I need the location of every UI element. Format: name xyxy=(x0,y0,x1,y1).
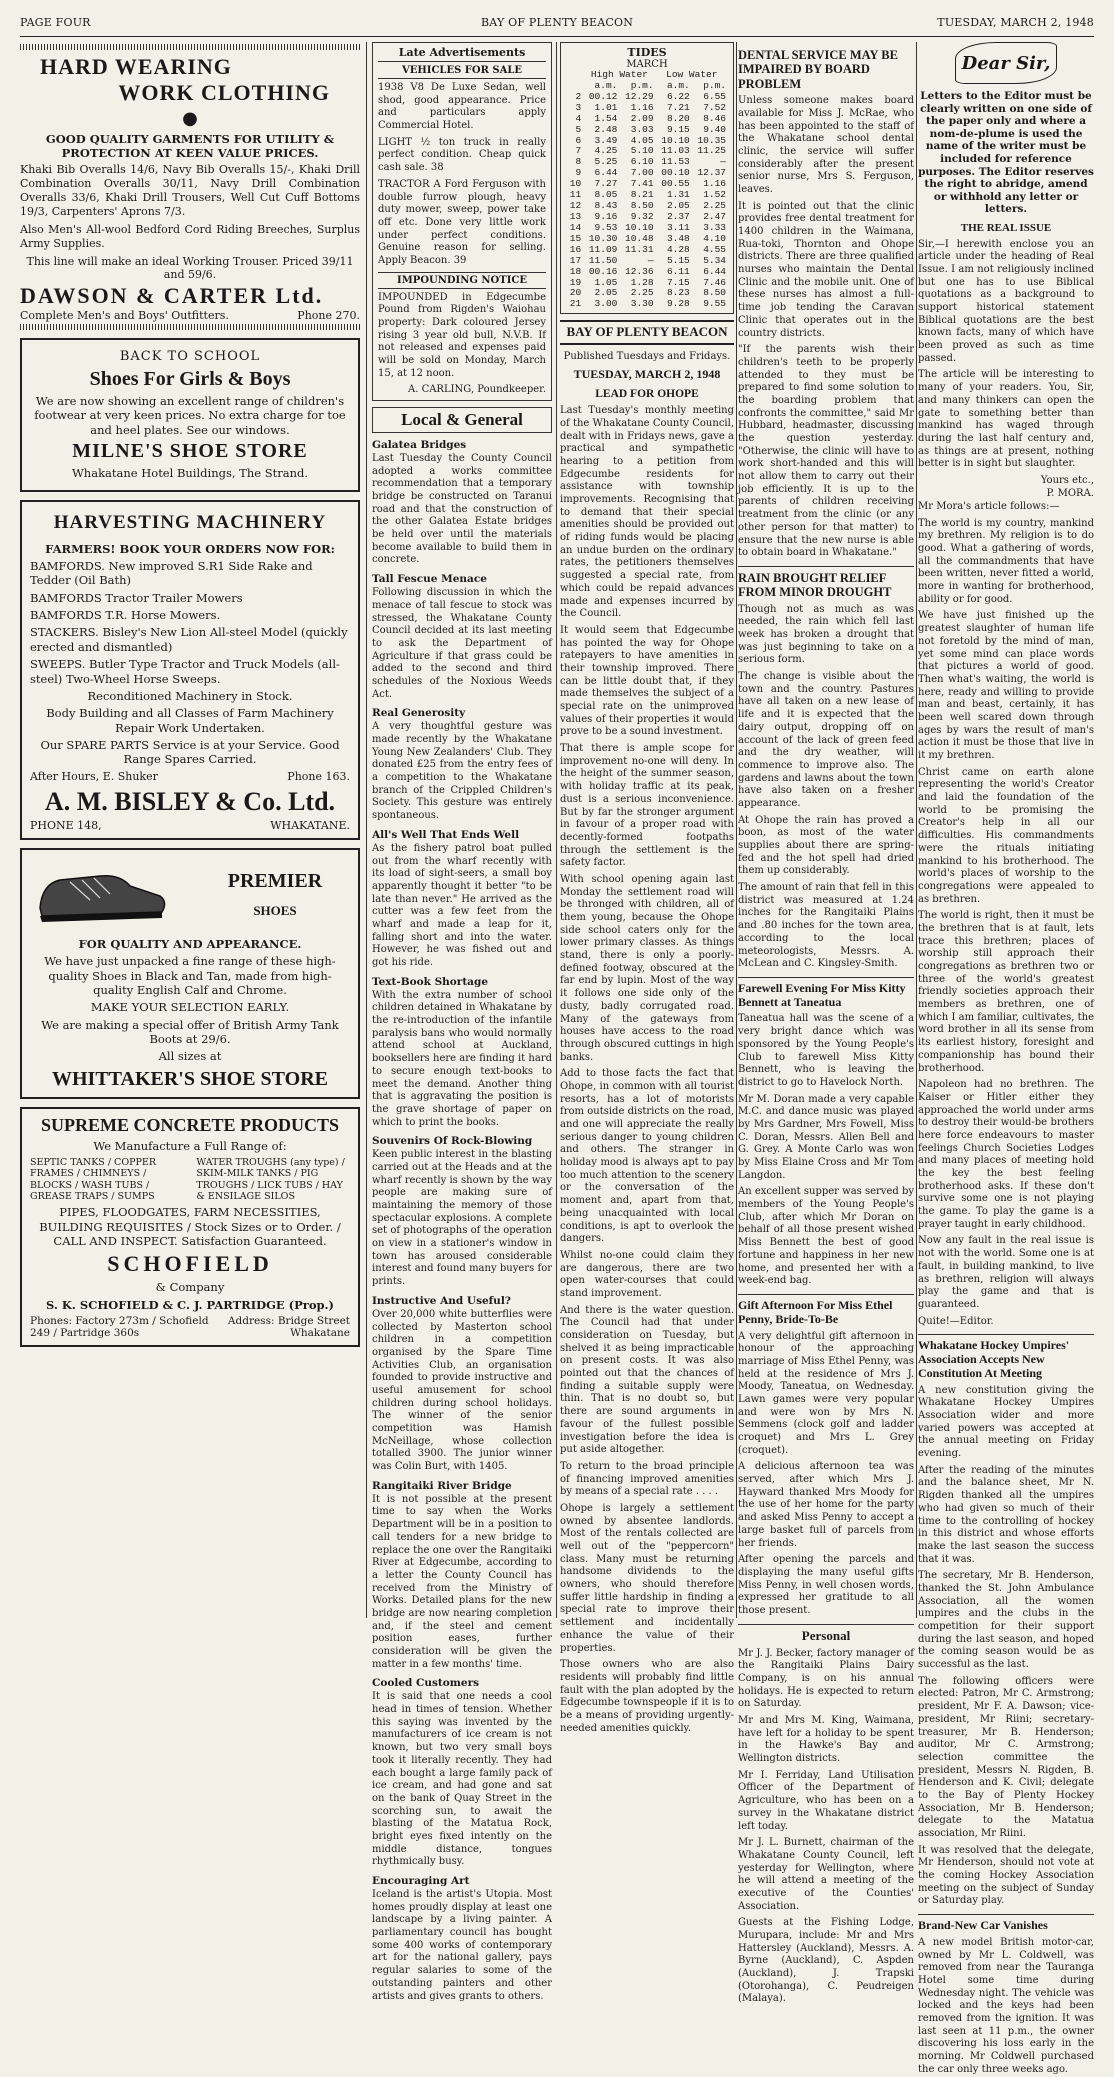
masthead xyxy=(20,16,1094,34)
tide-cell: 3.48 xyxy=(666,232,690,244)
tide-cell: 1.28 xyxy=(630,276,654,288)
ad-title: PREMIER xyxy=(227,870,323,893)
ad-line: SWEEPS. Butler Type Tractor and Truck Models (all-steel) Two-Wheel Horse Sweeps. xyxy=(30,657,340,686)
tide-cell: 4.25 xyxy=(594,145,618,157)
tide-cell: 7 xyxy=(575,145,582,157)
article-body: The secretary, Mr B. Henderson, thanked the St. John Ambulance Association, all the women umpires and the clubs in the competition for their support during the last season, and hoped the coming season would be as successful as the last. xyxy=(918,1570,1094,1671)
tide-cell: 9.55 xyxy=(703,298,726,310)
tide-cell: 17 xyxy=(569,254,582,266)
ad-phone: Phone 270. xyxy=(297,308,360,322)
letter-body: Mr Mora's article follows:— xyxy=(918,500,1060,512)
ad-body: We are making a special offer of British Army Tank Boots at 29/6. xyxy=(41,1017,339,1047)
editorial-body: Ohope is largely a settlement owned by absentee landlords. Most of the rentals collected are well out of the "peppercorn" class. Many must be returning handsome dividends to the owners, who should therefore suffer little hardship in finding a special rate to improve their settlement and incidentally enhance the value of their properties. xyxy=(560,1502,734,1654)
ad-body: We are now showing an excellent range of children's footwear at very keen prices. No extra charge for toe and heel plates. See our windows. xyxy=(34,394,346,437)
article-body: Last Tuesday the County Council adopted a works committee recommendation that a temporary bridge be constructed on Taranui road and that the construction of the other Galatea Estate bridges be held over until the materials become available to build them in concrete. xyxy=(372,452,552,566)
tide-cell: 1.01 xyxy=(594,101,618,113)
article-body: An excellent supper was served by members of the Young People's Club, after which Mr Doran on behalf of all those present wished Miss Bennett the best of good fortune and happiness in her new home, and presented her with a week-end bag. xyxy=(738,1186,914,1287)
article-body: A new constitution giving the Whakatane Hockey Umpires Association wider and more varied powers was accepted at the annual meeting on Friday evening. xyxy=(918,1384,1094,1460)
column-news xyxy=(738,42,914,2005)
whittaker-shoe-advert xyxy=(20,848,360,1099)
ad-title: HARVESTING MACHINERY xyxy=(53,511,327,533)
ad-line: Body Building and all Classes of Farm Machinery Repair Work Undertaken. xyxy=(46,706,334,735)
article-body: A delicious afternoon tea was served, after which Mrs J. Hayward thanked Mrs Moody for the use of her home for the party and asked Miss Penny to accept a large basket full of parcels from her friends. xyxy=(738,1461,914,1549)
tide-cell: 3 xyxy=(575,101,582,113)
article-body: Mr J. L. Burnett, chairman of the Whakatane County Council, left yesterday for Wellington, where he will attend a meeting of the executive of the Counties' Association. xyxy=(738,1837,914,1912)
tide-cell: 8.46 xyxy=(703,112,726,124)
tide-cell: 3.49 xyxy=(594,134,618,146)
classified-ad: 1938 V8 De Luxe Sedan, well shod, good appearance. Price and particulars apply Commercial Hotel. xyxy=(378,82,546,132)
tide-cell: 2.25 xyxy=(630,287,654,299)
tide-row xyxy=(566,256,728,267)
tide-cell: 2.09 xyxy=(630,112,654,124)
article-subhead: Instructive And Useful? xyxy=(372,1294,511,1307)
tide-cell: 8.50 xyxy=(703,287,726,299)
tide-cell: 1.16 xyxy=(703,178,726,190)
tide-cell: 6.55 xyxy=(703,90,726,102)
dawson-carter-advert xyxy=(20,44,360,330)
tide-cell: 7.27 xyxy=(594,178,618,190)
letters-notice: Letters to the Editor must be clearly written on one side of the paper only and where a nom-de-plume is used the name of the writer must be included for reference purposes. The Editor reserves the right to abridge, amend or withhold any letter or letters. xyxy=(918,90,1094,216)
ad-line: BAMFORDS T.R. Horse Mowers. xyxy=(30,608,221,623)
letter-signature: P. MORA. xyxy=(1046,487,1094,499)
article-body: Guests at the Fishing Lodge, Murupara, include: Mr and Mrs Hattersley (Auckland), Messrs. A. Byrne (Auckland), C. Aspden (Auckland), J. Trapski (Otorohanga), C. Peudreigen (Malaya). xyxy=(738,1917,914,2005)
article-body: Keen public interest in the blasting carried out at the Heads and at the wharf recently is shown by the way people are making sure of maintaining the memory of those spectacular explosions. A complete set of photographs of the operation on view in a stationer's window in town has aroused considerable interest and found many buyers for prints. xyxy=(372,1149,552,1288)
tide-cell: 9.32 xyxy=(630,210,654,222)
article-subhead: Encouraging Art xyxy=(372,1875,470,1888)
tide-cell: 8.21 xyxy=(630,189,654,201)
ad-line: BAMFORDS Tractor Trailer Mowers xyxy=(30,590,243,605)
column-rule xyxy=(916,42,917,1618)
tide-cell: 6.22 xyxy=(666,90,690,102)
ad-phone: Phone 163. xyxy=(287,769,350,783)
article-subhead: All's Well That Ends Well xyxy=(372,828,520,841)
ad-body: MAKE YOUR SELECTION EARLY. xyxy=(90,1000,290,1015)
tides-grid xyxy=(566,70,728,310)
ad-body: Khaki Bib Overalls 14/6, Navy Bib Overalls 15/-, Khaki Drill Combination Overalls 30/11, Navy Drill Combination Overalls 33/6, Khaki Drill Trousers, Well Cut Cuff Bottoms 19/3, Carpenters' Aprons 7/3. xyxy=(20,163,360,218)
product-lists xyxy=(30,1157,350,1203)
ad-intro: FARMERS! BOOK YOUR ORDERS NOW FOR: xyxy=(45,541,335,556)
editorial-paper-name: BAY OF PLENTY BEACON xyxy=(560,320,734,345)
bisley-logo: A. M. BISLEY & Co. Ltd. xyxy=(44,786,336,816)
tide-cell: 11.31 xyxy=(625,243,654,255)
tides-header: a.m. xyxy=(666,79,690,91)
tide-cell: 9.53 xyxy=(594,221,618,233)
tide-cell: 3.11 xyxy=(666,221,690,233)
article-body: Mr M. Doran made a very capable M.C. and dance music was played by Mrs Gardner, Mrs Fowell, Miss C. Doran, Messrs. Allen Bell and G. Grey. A Monte Carlo was won by Miss Elaine Cross and Mr Tom Langdon. xyxy=(738,1093,914,1181)
tide-cell: 2.47 xyxy=(703,210,726,222)
tide-cell: 15 xyxy=(569,232,582,244)
tide-cell: 00.55 xyxy=(661,178,690,190)
article-subhead: Cooled Customers xyxy=(372,1677,480,1690)
classified-ad: LIGHT ½ ton truck in really perfect condition. Cheap quick cash sale. 38 xyxy=(378,136,546,174)
editorial-date: TUESDAY, MARCH 2, 1948 xyxy=(573,367,721,382)
ad-contact xyxy=(30,770,350,783)
editorial-body: Add to those facts the fact that Ohope, in common with all tourist resorts, has a lot of motorists from outside districts on the road, and one will appreciate the really serious danger to young children and others. The stranger in holiday mood is always apt to pay too much attention to the scenery or the conversation of the moment and, apart from that, being unacquainted with local conditions, is apt to overlook the dangers. xyxy=(560,1068,734,1245)
letter-body: Christ came on earth alone representing the world's Creator and laid the foundation of the world to be promising the Creator's help in all our difficulties. His commandments were the rituals initiating mankind to his brotherhood. The world's places of worship to the congregations were appealed to as brethren. xyxy=(918,766,1094,905)
article-body: Mr I. Ferriday, Land Utilisation Officer of the Department of Agriculture, who has been on a survey in the Whakatane district left today. xyxy=(738,1769,914,1832)
section-subheading: VEHICLES FOR SALE xyxy=(378,65,546,79)
ad-tagline: GOOD QUALITY GARMENTS FOR UTILITY & PROTECTION AT KEEN VALUE PRICES. xyxy=(45,132,335,160)
column-letters xyxy=(918,42,1094,2075)
tide-cell: 14 xyxy=(569,221,582,233)
tide-cell: 4.55 xyxy=(703,243,726,255)
tides-table xyxy=(560,42,734,314)
tide-cell: 9 xyxy=(575,167,582,179)
tide-cell: 4.28 xyxy=(666,243,690,255)
article-subhead: Rangitaiki River Bridge xyxy=(372,1479,512,1492)
tide-cell: 4 xyxy=(575,112,582,124)
ad-footer xyxy=(20,309,360,322)
column-editorial xyxy=(560,42,734,1734)
editorial-body: With school opening again last Monday the settlement road will be thronged with children, all of them young, because the Ohope side school caters only for the lower primary classes. As things stand, there is only a poorly-defined footway, obscured at the far end by lupin. Most of the way it follows one side only of the dusty, badly corrugated road. Many of the gateways from houses have access to the road through obscured cuttings in high banks. xyxy=(560,873,734,1063)
tide-cell: 2.37 xyxy=(666,210,690,222)
letter-body: The world is my country, mankind my brethren. My religion is to do good. What a gathering of words, all the commandments that have been written, never fitted a world, more in wanting for brotherhood, ability or for good. xyxy=(918,517,1094,605)
article-body: It is not possible at the present time to say when the Works Department will be in a position to call tenders for a new bridge to replace the one over the Rangitaiki River at Edgecumbe, according to a letter the County Council has received from the Ministry of Works. Detailed plans for the new bridge are now nearing completion and, if the steel and cement position eases, further consideration will be given the matter in a few months' time. xyxy=(372,1493,552,1670)
article-body: As the fishery patrol boat pulled out from the wharf recently with its load of sight-seers, a small boy apparently thought it better "to be late than never." He arrived as the cutter was a few feet from the wharf and made a leap for it, falling short and into the water. However, he was fished out and got his ride. xyxy=(372,842,552,969)
tide-cell: 8.23 xyxy=(666,287,690,299)
dear-sir-logo: Dear Sir, xyxy=(955,42,1057,84)
article-body: "If the parents wish their children's teeth to be properly attended to they must be prepared to find some solution to the boarding problem that confronts the committee," said Mr Hubbard, headmaster, discussing the question yesterday. "Otherwise, the clinic will have to work short-handed and this will not allow them to carry out their job efficiently. It is up to the parents of children receiving treatment from the clinic (or any other person for that matter) to ensure that the new nurse is able to obtain board in Whakatane." xyxy=(738,344,914,559)
article-subhead: Souvenirs Of Rock-Blowing xyxy=(372,1135,533,1148)
ad-tagline: FOR QUALITY AND APPEARANCE. xyxy=(78,936,302,951)
article-body: After the reading of the minutes and the balance sheet, Mr N. Rigden thanked all the umpires who had given so much of their time to the controlling of hockey in this district and whose efforts make the last season the success that it was. xyxy=(918,1464,1094,1565)
tide-cell: 18 xyxy=(569,265,582,277)
tide-cell: 10.48 xyxy=(625,232,654,244)
tide-cell: 8.05 xyxy=(594,189,618,201)
article-body: It is said that one needs a cool head in times of tension. Whether this saying was invented by the manufacturers of ice cream is not known, but two very small boys took it literally recently. They had each bought a large family pack of ice cream, and had gone and sat on the bank of Quay Street in the scorching sun, to await the blasting of the Matatua Rock, bright eyes fixed intently on the middle distance, tongues rhythmically busy. xyxy=(372,1691,552,1868)
tide-cell: 00.12 xyxy=(588,90,618,102)
bisley-advert xyxy=(20,500,360,840)
letter-body: We have just finished up the greatest slaughter of human life not foretold by the mind of man, yet some mind can place words that pictures a world of good. Then what's waiting, the world is here, ready and willing to provide man and beast, certainly, it has been well scared down through ages by wars the result of man's action it must be those that live in it my brethren. xyxy=(918,610,1094,762)
editorial-body: And there is the water question. The Council had that under consideration on Tuesday, but shelved it as being impracticable on present costs. It was also pointed out that the chances of finding a suitable supply were thin. That is no doubt so, but there are sound arguments in favour of the fullest possible investigation before the idea is put aside altogether. xyxy=(560,1304,734,1456)
tide-cell: 16 xyxy=(569,243,582,255)
tide-cell: 11.09 xyxy=(588,243,618,255)
ad-line: BAMFORDS. New improved S.R1 Side Rake and Tedder (Oil Bath) xyxy=(30,558,313,588)
article-body: Over 20,000 white butterflies were collected by Masterton school children in a competition organised by the Spare Time Activities Club, an organisation founded to provide instructive and useful amusement for school children during school holidays. The winner of the senior competition was Hamish McNeillage, whose collection totalled 3900. The junior winner was Colin Burt, with 1405. xyxy=(372,1308,552,1473)
tide-cell: 10.30 xyxy=(588,232,618,244)
tide-cell: 9.16 xyxy=(594,210,618,222)
article-body: The following officers were elected: Patron, Mr C. Armstrong; president, Mr F. A. Dawson; vice-president, Mr Riini; secretary-treasurer, Mr B. Henderson; auditor, Mr C. Armstrong; selection committee the president, Messrs N. Rigden, B. Henderson and K. Civil; delegate to the Bay of Plenty Hockey Association, Mr B. Henderson; delegate to the Matatua association, Mr Riini. xyxy=(918,1675,1094,1840)
article-body: Mr J. J. Becker, factory manager of the Rangitaiki Plains Dairy Company, is on his annual holidays. He is expected to return on Saturday. xyxy=(738,1647,914,1710)
product-list: SEPTIC TANKS / COPPER FRAMES / CHIMNEYS / BLOCKS / WASH TUBS / GREASE TRAPS / SUMPS xyxy=(30,1156,156,1202)
ad-body: We have just unpacked a fine range of these high-quality Shoes in Black and Tan, made from high-quality English Calf and Chrome. xyxy=(44,954,336,997)
article-headline: Whakatane Hockey Umpires' Association Accepts New Constitution At Meeting xyxy=(918,1334,1094,1380)
letter-heading: THE REAL ISSUE xyxy=(960,221,1052,234)
ad-proprietors: S. K. SCHOFIELD & C. J. PARTRIDGE (Prop.) xyxy=(46,1297,334,1312)
product-list: WATER TROUGHS (any type) / SKIM-MILK TANKS / PIG TROUGHS / LICK TUBS / HAY & ENSILAGE SILOS xyxy=(196,1156,345,1202)
tide-cell: 2.25 xyxy=(703,200,726,212)
editorial-body: To return to the broad principle of financing improved amenities by means of a special rate . . . . xyxy=(560,1460,734,1498)
article-body: It was resolved that the delegate, Mr Henderson, should not vote at the coming Hockey Association meeting on the subject of Sunday or Saturday play. xyxy=(918,1844,1094,1907)
tide-cell: 6.44 xyxy=(703,265,726,277)
product-list: PIPES, FLOODGATES, FARM NECESSITIES, BUILDING REQUISITES / Stock Sizes or to Order. / CALL AND INSPECT. Satisfaction Guaranteed. xyxy=(39,1205,341,1249)
editor-reply: Quite!—Editor. xyxy=(918,1315,994,1327)
tide-cell: 5.25 xyxy=(594,156,618,168)
editorial-body: Whilst no-one could claim they are dangerous, there are two open water-courses that could stand improvement. xyxy=(560,1249,734,1299)
tide-row xyxy=(566,125,728,136)
tide-cell: 6.11 xyxy=(666,265,690,277)
letter-body: Now any fault in the real issue is not with the world. Some one is at fault, in building mankind, to live as brethren, religion will always play the game and that is guaranteed. xyxy=(918,1235,1094,1310)
ad-address: Address: Bridge Street Whakatane xyxy=(227,1315,350,1340)
ad-phone: PHONE 148, xyxy=(30,818,102,832)
tide-cell: 6 xyxy=(575,134,582,146)
article-subhead: Text-Book Shortage xyxy=(372,975,488,988)
signature: A. CARLING, Poundkeeper. xyxy=(407,384,546,396)
ad-title: SUPREME CONCRETE PRODUCTS xyxy=(40,1114,340,1135)
ad-line: Reconditioned Machinery in Stock. xyxy=(87,688,293,703)
section-heading: Local & General xyxy=(372,407,552,433)
article-headline: DENTAL SERVICE MAY BE IMPAIRED BY BOARD PROBLEM xyxy=(738,48,898,91)
article-headline: Gift Afternoon For Miss Ethel Penny, Bride-To-Be xyxy=(738,1294,914,1327)
masthead-rule xyxy=(20,36,1094,37)
article-subhead: Tall Fescue Menace xyxy=(372,573,487,586)
tides-rows xyxy=(566,92,728,310)
article-body: Following discussion in which the menace of tall fescue to stock was stressed, the Whakatane County Council decided at its last meeting to ask the Department of Agriculture if that grass could be added to the second and third schedules of the Noxious Weeds Act. xyxy=(372,587,552,700)
ad-title: HARD WEARING xyxy=(40,54,232,79)
ad-footer-text: Complete Men's and Boys' Outfitters. xyxy=(20,308,229,322)
ad-title: WORK CLOTHING xyxy=(118,80,330,105)
ad-line: STACKERS. Bisley's New Lion All-steel Model (quickly erected and dismantled) xyxy=(30,625,348,654)
tide-cell: 3.03 xyxy=(630,123,654,135)
editorial-headline: LEAD FOR OHOPE xyxy=(595,388,699,401)
article-body: At Ohope the rain has proved a boon, as most of the water supplies about there are spring-fed and the hot spell had dried them up considerably. xyxy=(738,814,914,877)
section-heading: Personal xyxy=(738,1624,914,1644)
article-body: A new model British motor-car, owned by Mr L. Coldwell, was removed from near the Tauranga Hotel some time during Wednesday night. The vehicle was locked and the keys had been removed from the ignition. It was last seen at 11 p.m., the owner discovering his loss early in the morning. Mr Coldwell purchased the car only three weeks ago. xyxy=(918,1936,1094,2075)
tides-title: TIDES xyxy=(627,46,667,59)
tide-cell: 6.44 xyxy=(594,167,618,179)
tide-cell: 20 xyxy=(569,287,582,299)
tide-row xyxy=(566,267,728,278)
ad-body: Also Men's All-wool Bedford Cord Riding Breeches, Surplus Army Supplies. xyxy=(20,222,360,250)
article-body: Unless someone makes board available for Miss J. McRae, who has been appointed to the staff of the Whakatane school dental clinic, the service will suffer considerably after the present senior nurse, Mrs S. Ferguson, leaves. xyxy=(738,95,914,195)
publication-schedule: Published Tuesdays and Fridays. xyxy=(563,351,731,363)
tide-cell: 7.21 xyxy=(666,101,690,113)
tides-header: p.m. xyxy=(703,79,726,91)
tide-cell: 2.48 xyxy=(594,123,618,135)
tide-cell: 6.10 xyxy=(630,156,654,168)
column-rule xyxy=(366,42,367,1618)
column-rule xyxy=(556,42,557,1618)
section-heading: Late Advertisements xyxy=(378,46,546,62)
tide-cell: 10.35 xyxy=(697,134,726,146)
tide-cell: 10 xyxy=(569,178,582,190)
tides-header: p.m. xyxy=(630,79,654,91)
hatch-border xyxy=(20,324,360,330)
tide-cell: 7.52 xyxy=(703,101,726,113)
tide-cell: 5 xyxy=(575,123,582,135)
paper-name: BAY OF PLENTY BEACON xyxy=(480,16,634,29)
editorial-body: That there is ample scope for improvement no-one will deny. In the height of the summer season, with holiday traffic at its peak, dust is a serious inconvenience. But by far the stronger argument in favour of a proper road with decently-formed footpaths through the settlement is the safety factor. xyxy=(560,743,734,869)
tide-cell: 12.36 xyxy=(625,265,654,277)
tide-cell: — xyxy=(647,254,654,266)
tide-cell: 7.15 xyxy=(666,276,690,288)
milnes-shoe-advert xyxy=(20,338,360,492)
tide-cell: 00.10 xyxy=(661,167,690,179)
article-body: Mr and Mrs M. King, Waimana, have left for a holiday to be spent in the Hawke's Bay and Wellington districts. xyxy=(738,1715,914,1765)
tide-cell: 2 xyxy=(575,90,582,102)
article-subhead: Real Generosity xyxy=(372,707,466,720)
schofield-advert xyxy=(20,1107,360,1347)
tide-cell: 9.28 xyxy=(666,298,690,310)
ad-title: Shoes For Girls & Boys xyxy=(89,368,291,391)
article-body: Though not as much as was needed, the rain which fell last week has broken a drought that was just beginning to take on a serious form. xyxy=(738,603,914,666)
tide-cell: 5.34 xyxy=(703,254,726,266)
tide-row xyxy=(566,299,728,310)
tide-cell: 11.03 xyxy=(661,145,690,157)
tide-cell: 2.05 xyxy=(666,200,690,212)
tide-cell: — xyxy=(720,156,726,168)
tide-cell: 3.00 xyxy=(594,298,618,310)
classified-ad: TRACTOR A Ford Ferguson with double furrow plough, heavy duty mower, sweep, power take off etc. Done very little work under perfect conditions. Genuine reason for selling. Apply Beacon. 39 xyxy=(378,178,546,266)
tide-cell: 5.10 xyxy=(630,145,654,157)
after-hours: After Hours, E. Shuker xyxy=(30,769,158,783)
ad-range: We Manufacture a Full Range of: xyxy=(93,1139,287,1154)
article-body: The amount of rain that fell in this district was measured at 1.24 inches for the Rangitaiki Plains and .80 inches for the town area, according to the local meteorologists, Messrs. A. McLean and C. Kingsley-Smith. xyxy=(738,882,914,970)
article-subhead: Galatea Bridges xyxy=(372,438,467,451)
tide-cell: 4.05 xyxy=(630,134,654,146)
schofield-logo: SCHOFIELD xyxy=(107,1251,273,1277)
shoe-illustration-icon xyxy=(30,860,170,930)
tide-cell: 7.00 xyxy=(630,167,654,179)
whittaker-logo: WHITTAKER'S SHOE STORE xyxy=(51,1067,328,1090)
tide-cell: 19 xyxy=(569,276,582,288)
article-headline: RAIN BROUGHT RELIEF FROM MINOR DROUGHT xyxy=(738,566,914,600)
tide-cell: 12 xyxy=(569,200,582,212)
tide-cell: 13 xyxy=(569,210,582,222)
milnes-logo: MILNE'S SHOE STORE xyxy=(72,440,308,463)
article-body: It is pointed out that the clinic provides free dental treatment for 1400 children in the Waimana, Rua-toki, Thornton and Ohope districts. There are three qualified nurses who maintain the Dental Clinic and the mobile unit. One of these nurses has almost a full-time job tending the Caravan Clinic that operates out in the country districts. xyxy=(738,200,914,339)
tide-cell: 1.16 xyxy=(630,101,654,113)
article-body: Taneatua hall was the scene of a very bright dance which was sponsored by the Young People's Club to farewell Miss Kitty Bennett, who is leaving the district to go to Havelock North. xyxy=(738,1013,914,1088)
ad-company: & Company xyxy=(155,1280,225,1295)
late-advertisements xyxy=(372,42,552,401)
article-body: With the extra number of school children detained in Whakatane by the re-introduction of the infantile paralysis bans who would normally attend school at Auckland, booksellers here are finding it hard to secure enough text-books to meet the demand. Another thing that is aggravating the position is the grave shortage of paper on which to print the books. xyxy=(372,989,552,1128)
tide-cell: 11 xyxy=(569,189,582,201)
letter-signoff: Yours etc., xyxy=(1040,474,1094,486)
ad-body: This line will make an ideal Working Trouser. Priced 39/11 and 59/6. xyxy=(26,254,354,281)
letter-body: The article will be interesting to many of your readers. You, Sir, and many thinkers can open the gate to something better than mankind has waged through during the last half century and, as things are at present, nothing better is in sight but slaughter. xyxy=(918,369,1094,470)
article-body: After opening the parcels and displaying the many useful gifts Miss Penny, in well chosen words, expressed her gratitude to all those present. xyxy=(738,1554,914,1616)
tide-cell: 1.05 xyxy=(594,276,618,288)
tide-cell: 8.50 xyxy=(630,200,654,212)
tide-cell: 9.40 xyxy=(703,123,726,135)
tide-cell: 8.20 xyxy=(666,112,690,124)
column-rule xyxy=(736,42,737,1618)
tide-cell: 5.15 xyxy=(666,254,690,266)
page-number: PAGE FOUR xyxy=(20,16,91,29)
tide-cell: 21 xyxy=(569,298,582,310)
column-local-general xyxy=(372,42,552,2002)
button-icon: ● xyxy=(182,108,198,129)
letter-body: Sir,—I herewith enclose you an article under the heading of Real Issue. I am not religiously inclined but one has to use Biblical quotations as a background to support historical statement Biblical quotations are the best known facts, many of which have been proved as such as time passed. xyxy=(918,238,1094,364)
article-headline: Farewell Evening For Miss Kitty Bennett at Taneatua xyxy=(738,977,914,1010)
tides-header: a.m. xyxy=(594,79,618,91)
tide-cell: 8 xyxy=(575,156,582,168)
tide-cell: 8.43 xyxy=(594,200,618,212)
editorial-body: It would seem that Edgecumbe has pointed the way for Ohope ratepayers to have amenities in their township improved. There can be little doubt that, if they made themselves the subject of a special rate on the unimproved values of their properties it would prove to be a sound investment. xyxy=(560,624,734,738)
tide-cell: 3.33 xyxy=(703,221,726,233)
tide-cell: 9.15 xyxy=(666,123,690,135)
article-body: A very delightful gift afternoon in honour of the approaching marriage of Miss Ethel Penny, was held at the residence of Mrs J. Moody, Taneatua, on Wednesday. Lawn games were very popular and were won by Mrs N. Semmens (clock golf and ladder croquet) and Mrs L. Grey (croquet). xyxy=(738,1330,914,1456)
advert-column xyxy=(20,42,360,1618)
tides-header: High Water xyxy=(590,69,648,80)
ad-address: Whakatane Hotel Buildings, The Strand. xyxy=(71,466,308,481)
tides-month: MARCH xyxy=(626,59,668,70)
tide-cell: 3.30 xyxy=(630,298,654,310)
ad-footer xyxy=(30,819,350,832)
article-headline: Brand-New Car Vanishes xyxy=(918,1914,1094,1933)
issue-date: TUESDAY, MARCH 2, 1948 xyxy=(937,16,1094,29)
hatch-border xyxy=(20,44,360,50)
tide-cell: 11.53 xyxy=(661,156,690,168)
editorial-body: Those owners who are also residents will probably find little fault with the plan adopted by the Edgecumbe townspeople if it is to be a means of providing urgently-needed amenities quickly. xyxy=(560,1659,734,1734)
ad-town: WHAKATANE. xyxy=(270,818,350,832)
article-body: Iceland is the artist's Utopia. Most homes proudly display at least one landscape by a living painter. A parliamentary council has bought some 400 works of contemporary art for the national gallery, pays regular salaries to some of the outstanding painters and other artists and gives grants to others. xyxy=(372,1889,552,2002)
article-body: The change is visible about the town and the country. Pastures have all taken on a new lease of life and it is expected that the dairy output, dropping off on account of the lack of green feed and the dry weather, will commence to improve also. The gardens and lawns about the town have also taken on a fresher appearance. xyxy=(738,671,914,809)
tide-cell: 4.10 xyxy=(703,232,726,244)
ad-kicker: BACK TO SCHOOL xyxy=(119,348,261,364)
tide-cell: 2.05 xyxy=(594,287,618,299)
dawson-carter-logo: DAWSON & CARTER Ltd. xyxy=(20,282,324,308)
tide-row xyxy=(566,114,728,125)
ad-subtitle: SHOES xyxy=(253,903,297,919)
article-body: A very thoughtful gesture was made recently by the Whakatane Young New Zealanders' Club. They donated £25 from the entry fees of a competition to the Whakatane branch of the Crippled Children's Society. This gesture was entirely spontaneous. xyxy=(372,721,552,822)
ad-body: All sizes at xyxy=(158,1049,222,1064)
tide-cell: 1.54 xyxy=(594,112,618,124)
tide-cell: 10.10 xyxy=(661,134,690,146)
ad-line: Our SPARE PARTS Service is at your Service. Good Range Spares Carried. xyxy=(40,738,340,767)
tide-cell: 12.37 xyxy=(697,167,726,179)
tide-cell: 7.46 xyxy=(703,276,726,288)
letter-body: The world is right, then it must be the brethren that is at fault, lets trace this brethren; places of worship still approach their congregations as brethren two or three of the world's greatest friendly societies approach their members as brethren, one of which I am familiar, cultivates, the word brother in all its sense from its earliest history, foresight and companionship has bound their brotherhood. xyxy=(918,910,1094,1074)
editorial-body: Last Tuesday's monthly meeting of the Whakatane County Council, dealt with in Fridays news, gave a practical and sympathetic hearing to a petition from Edgecumbe residents for assistance with township improvements. Recognising that to demand that their special amenities should be provided out of riding funds would be placing an undue burden on the ordinary rates, the petitioners themselves suggested a special rate, from which could be repaid advances made and expenses incurred by the Council. xyxy=(560,405,734,620)
tide-cell: 1.31 xyxy=(666,189,690,201)
tide-cell: 7.41 xyxy=(630,178,654,190)
tide-cell: 12.29 xyxy=(625,90,654,102)
ad-phones: Phones: Factory 273m / Schofield 249 / Partridge 360s xyxy=(30,1315,209,1340)
section-subheading: IMPOUNDING NOTICE xyxy=(378,272,546,289)
tide-cell: 11.50 xyxy=(588,254,618,266)
tide-cell: 11.25 xyxy=(697,145,726,157)
letter-body: Napoleon had no brethren. The Kaiser or Hitler either they approached the world under arms to destroy their would-be brothers here force endeavours to master feelings Church Societies Lodges and many places of meeting hold the key the best feeling brotherhood asks. If these don't survive some one is not playing the game. To play the game is a prayer taught in early childhood. xyxy=(918,1079,1094,1230)
tides-header: Low Water xyxy=(666,69,718,80)
tide-cell: 1.52 xyxy=(703,189,726,201)
tide-cell: 00.16 xyxy=(588,265,618,277)
ad-footer xyxy=(30,1315,350,1339)
classified-ad: IMPOUNDED in Edgecumbe Pound from Rigden's Waiohau property: Dark coloured Jersey rising 3 year old bull, N.V.B. If not released and expenses paid will be sold on Monday, March 15, at 12 noon. xyxy=(378,291,546,379)
tide-cell: 10.10 xyxy=(625,221,654,233)
